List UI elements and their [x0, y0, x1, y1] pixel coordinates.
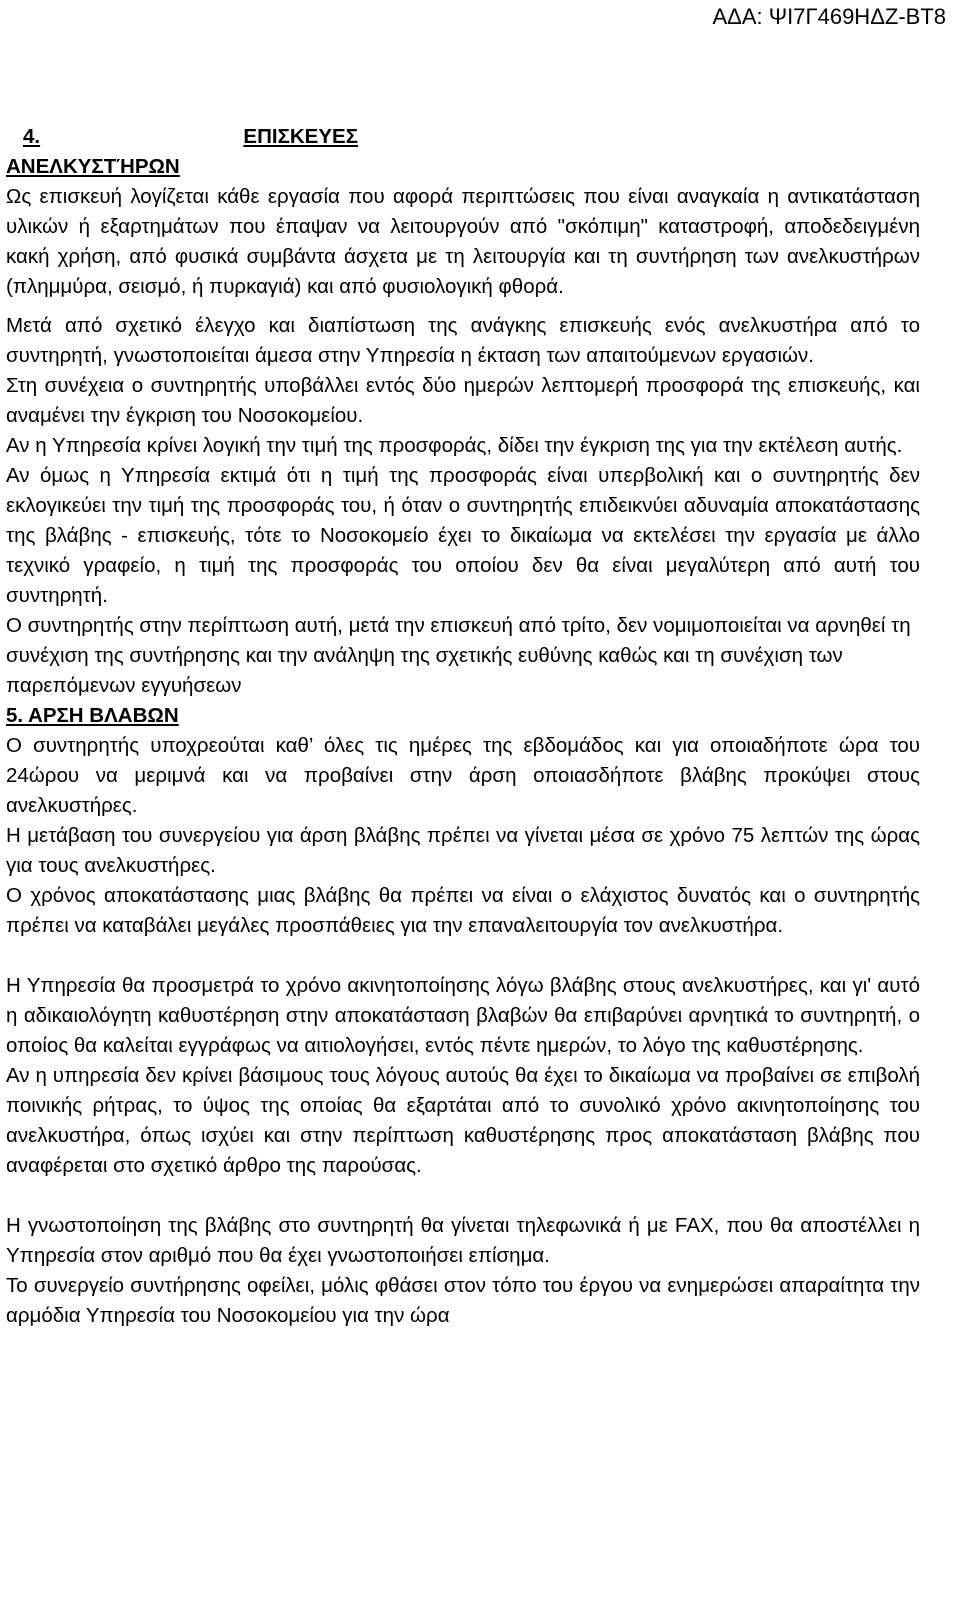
section-5-paragraph-4: Η Υπηρεσία θα προσμετρά το χρόνο ακινητοποίησης λόγω βλάβης στους ανελκυστήρες, και γι' αυτό η αδικαιολόγητη καθυστέρηση στην αποκατάσταση βλαβών θα επιβαρύνει αρνητικά το συντηρητή, ο οποίος θα καλείται εγγράφως να αιτιολογήσει, εντός πέντε ημερών, το λόγο της καθυστέρησης.	[6, 974, 920, 1057]
section-5-paragraph-6: Η γνωστοποίηση της βλάβης στο συντηρητή θα γίνεται τηλεφωνικά ή με FAX, που θα αποστέλλει η Υπηρεσία στον αριθμό που θα έχει γνωστοποιήσει επίσημα.	[6, 1214, 920, 1267]
spacer	[6, 302, 920, 311]
section-4-paragraph-2: Μετά από σχετικό έλεγχο και διαπίστωση της ανάγκης επισκευής ενός ανελκυστήρα από το συντηρητή, γνωστοποιείται άμεσα στην Υπηρεσία η έκταση των απαιτούμενων εργασιών.	[6, 314, 920, 367]
ada-code: ΑΔΑ: ΨΙ7Γ469ΗΔΖ-ΒΤ8	[712, 4, 946, 29]
section-5-paragraph-7: Το συνεργείο συντήρησης οφείλει, μόλις φθάσει στον τόπο του έργου να ενημερώσει απαραίτητα την αρμόδια Υπηρεσία του Νοσοκομείου για την ώρα	[6, 1274, 920, 1327]
section-4-heading-line2: ΑΝΕΛΚΥΣΤΉΡΩΝ	[6, 155, 180, 178]
section-4-paragraph-4: Αν η Υπηρεσία κρίνει λογική την τιμή της προσφοράς, δίδει την έγκριση της για την εκτέλεση αυτής.	[6, 434, 903, 457]
spacer	[6, 941, 920, 971]
section-5-paragraph-3: Ο χρόνος αποκατάστασης μιας βλάβης θα πρέπει να είναι ο ελάχιστος δυνατός και ο συντηρητής πρέπει να καταβάλει μεγάλες προσπάθειες για την επαναλειτουργία τον ανελκυστήρα.	[6, 884, 920, 937]
section-4-number: 4.	[23, 125, 41, 148]
section-4-title-word1: ΕΠΙΣΚΕΥΕΣ	[243, 125, 358, 148]
section-4-paragraph-5: Αν όμως η Υπηρεσία εκτιμά ότι η τιμή της προσφοράς είναι υπερβολική και ο συντηρητής δεν εκλογικεύει την τιμή της προσφοράς του, ή όταν ο συντηρητής επιδεικνύει αδυναμία αποκατάστασης της βλάβης - επισκευής, τότε το Νοσοκομείο έχει το δικαίωμα να εκτελέσει την εργασία με άλλο τεχνικό γραφείο, η τιμή της προσφοράς του οποίου δεν θα είναι μεγαλύτερη από αυτή του συντηρητή.	[6, 464, 920, 607]
section-5-paragraph-1: Ο συντηρητής υποχρεούται καθ’ όλες τις ημέρες της εβδομάδος και για οποιαδήποτε ώρα του 24ώρου να μεριμνά και να προβαίνει στην άρση οποιασδήποτε βλάβης προκύψει στους ανελκυστήρες.	[6, 734, 920, 817]
section-5-paragraph-2: Η μετάβαση του συνεργείου για άρση βλάβης πρέπει να γίνεται μέσα σε χρόνο 75 λεπτών της ώρας για τους ανελκυστήρες.	[6, 824, 920, 877]
spacer	[6, 1181, 920, 1211]
section-4-paragraph-3: Στη συνέχεια ο συντηρητής υποβάλλει εντός δύο ημερών λεπτομερή προσφορά της επισκευής, και αναμένει την έγκριση του Νοσοκομείου.	[6, 374, 920, 427]
section-5-paragraph-5: Αν η υπηρεσία δεν κρίνει βάσιμους τους λόγους αυτούς θα έχει το δικαίωμα να προβαίνει σε επιβολή ποινικής ρήτρας, το ύψος της οποίας θα εξαρτάται από το συνολικό χρόνο ακινητοποίησης του ανελκυστήρα, όπως ισχύει και στην περίπτωση καθυστέρησης προς αποκατάσταση βλάβης που αναφέρεται στο σχετικό άρθρο της παρούσας.	[6, 1064, 920, 1177]
section-4-heading-line1	[6, 122, 358, 152]
document-body	[6, 122, 920, 1331]
section-4-paragraph-1: Ως επισκευή λογίζεται κάθε εργασία που αφορά περιπτώσεις που είναι αναγκαία η αντικατάσταση υλικών ή εξαρτημάτων που έπαψαν να λειτουργούν από "σκόπιμη" καταστροφή, αποδεδειγμένη κακή χρήση, από φυσικά συμβάντα άσχετα με τη λειτουργία και τη συντήρηση των ανελκυστήρων (πλημμύρα, σεισμό, ή πυρκαγιά) και από φυσιολογική φθορά.	[6, 185, 920, 298]
section-5-heading: 5. ΑΡΣΗ ΒΛΑΒΩΝ	[6, 704, 179, 727]
section-4-paragraph-6: Ο συντηρητής στην περίπτωση αυτή, μετά την επισκευή από τρίτο, δεν νομιμοποιείται να αρνηθεί τη συνέχιση της συντήρησης και την ανάληψη της σχετικής ευθύνης καθώς και τη συνέχιση των παρεπόμενων εγγυήσεων	[6, 614, 911, 697]
